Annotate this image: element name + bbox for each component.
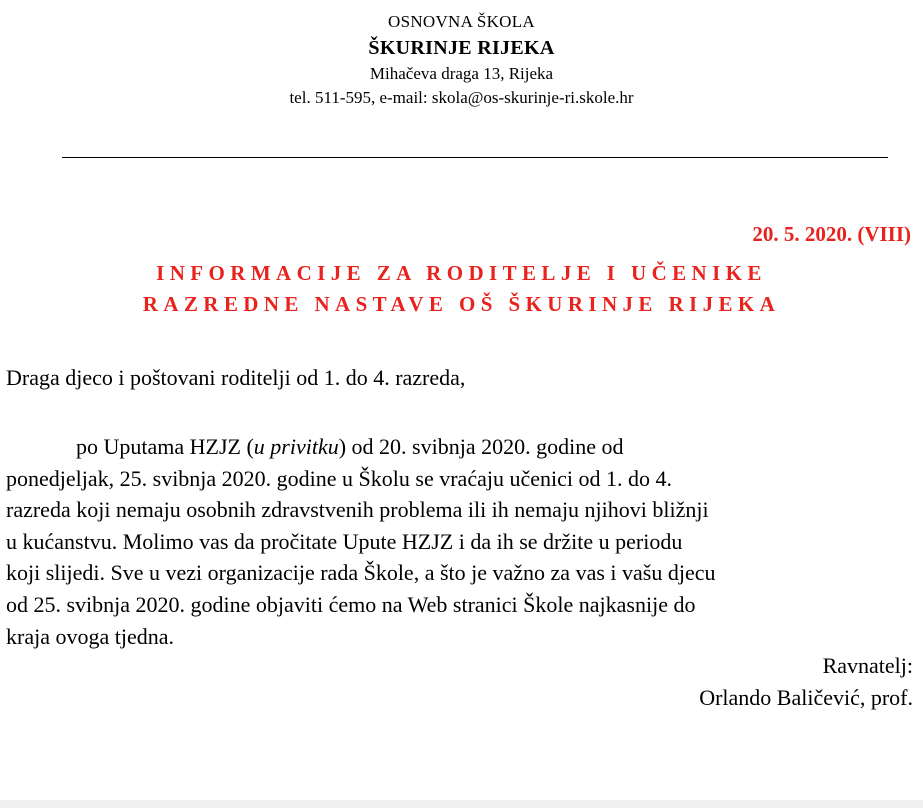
body-line bbox=[6, 431, 916, 463]
body-line: u kućanstvu. Molimo vas da pročitate Upute HZJZ i da ih se držite u periodu bbox=[6, 528, 683, 554]
document-title bbox=[0, 258, 923, 320]
title-line-1: INFORMACIJE ZA RODITELJE I UČENIKE bbox=[156, 261, 767, 285]
body-line-1-end: ) od 20. svibnja 2020. godine od bbox=[338, 434, 624, 459]
attachment-note: u privitku bbox=[253, 434, 339, 459]
school-name: ŠKURINJE RIJEKA bbox=[368, 37, 555, 59]
body-line: koji slijedi. Sve u vezi organizacije rada Škole, a što je važno za vas i vašu djecu bbox=[6, 560, 716, 586]
title-line-2: RAZREDNE NASTAVE OŠ ŠKURINJE RIJEKA bbox=[142, 292, 781, 316]
body-paragraph bbox=[6, 431, 916, 652]
body-line-1-start: po Uputama HZJZ ( bbox=[76, 434, 254, 459]
school-address: Mihačeva draga 13, Rijeka bbox=[369, 64, 554, 83]
body-line: razreda koji nemaju osobnih zdravstvenih problema ili ih nemaju njihovi bližnji bbox=[6, 497, 709, 523]
bottom-edge bbox=[0, 800, 923, 808]
body-line: od 25. svibnja 2020. godine objaviti ćemo na Web stranici Škole najkasnije do bbox=[6, 591, 696, 617]
school-contact: tel. 511-595, e-mail: skola@os-skurinje-ri.skole.hr bbox=[289, 88, 634, 107]
body-line: ponedjeljak, 25. svibnja 2020. godine u Školu se vraćaju učenici od 1. do 4. bbox=[6, 465, 672, 491]
signature-block bbox=[699, 650, 913, 714]
header-divider bbox=[62, 157, 888, 158]
school-type: OSNOVNA ŠKOLA bbox=[388, 12, 535, 31]
signature-role: Ravnatelj: bbox=[822, 653, 913, 678]
greeting: Draga djeco i poštovani roditelji od 1. do 4. razreda, bbox=[6, 365, 466, 390]
signature-name: Orlando Baličević, prof. bbox=[699, 685, 913, 710]
letterhead bbox=[0, 10, 923, 110]
body-line: kraja ovoga tjedna. bbox=[6, 623, 174, 649]
document-date: 20. 5. 2020. (VIII) bbox=[752, 222, 911, 246]
